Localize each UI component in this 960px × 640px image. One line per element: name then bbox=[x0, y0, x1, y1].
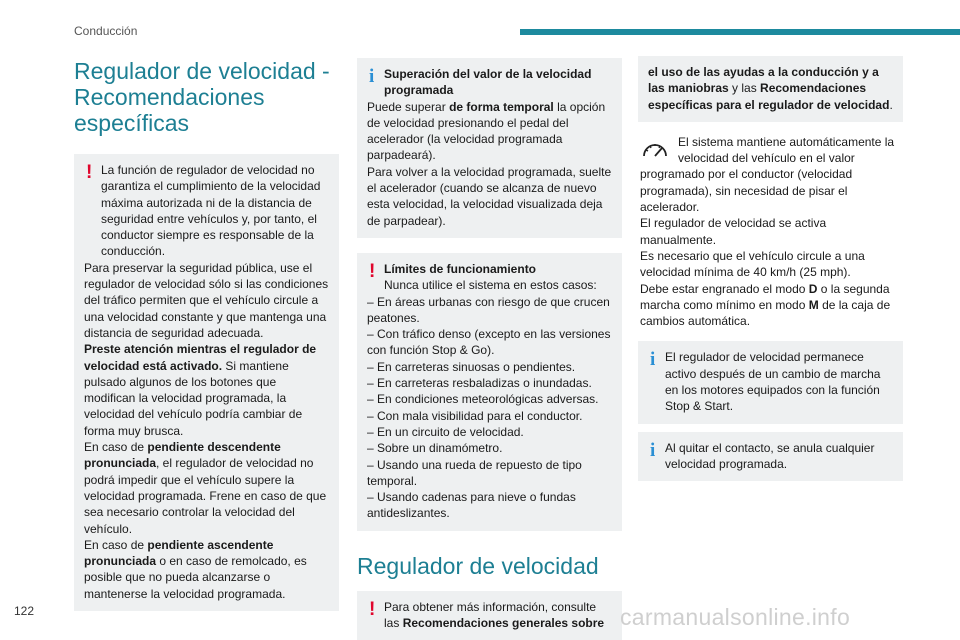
body-paragraph-1: El sistema mantiene automáticamente la velocidad del vehículo en el valor programado por el conductor (velocidad programada), sin necesidad de pisar el acelerador. bbox=[640, 134, 895, 215]
bold-ascending: pendiente ascendente pronunciada bbox=[84, 537, 274, 569]
text-rest: , el regulador de velocidad no podrá impedir que el vehículo supere la velocidad programada. Frene en caso de que sea necesario controlar la velocidad del vehículo. bbox=[84, 456, 327, 536]
limit-item: – En condiciones meteorológicas adversas. bbox=[367, 392, 599, 407]
text-mid: y las bbox=[728, 81, 761, 96]
watermark: carmanualsonline.info bbox=[620, 604, 851, 630]
body-paragraph-2: El regulador de velocidad se activa manualmente. bbox=[640, 216, 827, 247]
exclamation-icon: ! bbox=[369, 260, 376, 282]
header-accent-bar bbox=[520, 29, 960, 35]
text-c: de la caja de cambios automática. bbox=[640, 297, 891, 329]
info-icon: i bbox=[369, 66, 375, 87]
bold-mode-d: D bbox=[808, 281, 818, 296]
bold-driving-aids: el uso de las ayudas a la conducción y a las maniobras bbox=[648, 65, 879, 96]
text-pre: Puede superar bbox=[367, 99, 450, 114]
info-ignition-text: Al quitar el contacto, se anula cualquier velocidad programada. bbox=[665, 440, 875, 471]
text-pre: En caso de bbox=[84, 537, 148, 552]
info-paragraph-1 bbox=[367, 99, 612, 164]
limit-item: – Con tráfico denso (excepto en las versiones con función Stop & Go). bbox=[367, 327, 611, 358]
column-3 bbox=[638, 54, 903, 481]
warning-box-specific bbox=[74, 154, 339, 611]
regulator-description bbox=[638, 134, 903, 330]
exclamation-icon: ! bbox=[86, 162, 93, 183]
limits-intro: Nunca utilice el sistema en estos casos: bbox=[384, 278, 597, 293]
info-box-ignition bbox=[638, 432, 903, 482]
limit-item: – Sobre un dinamómetro. bbox=[367, 441, 503, 456]
text-rest: o en caso de remolcado, es posible que no pueda alcanzarse o mantenerse la velocidad programada. bbox=[84, 554, 307, 601]
text-pre: En caso de bbox=[84, 440, 148, 455]
bold-attention: Preste atención mientras el regulador de velocidad está activado. bbox=[84, 342, 317, 373]
info-box-stopstart bbox=[638, 341, 903, 423]
info-stopstart-text: El regulador de velocidad permanece activo después de un cambio de marcha en los motores equipados con la función Stop & Start. bbox=[665, 350, 881, 414]
warning-paragraph-3 bbox=[84, 341, 329, 439]
bold-specific-recs: Recomendaciones específicas para el regulador de velocidad bbox=[648, 81, 890, 112]
limits-title bbox=[367, 261, 612, 277]
warning-paragraph-4 bbox=[84, 439, 329, 537]
limit-item: – En un circuito de velocidad. bbox=[367, 424, 524, 439]
column-2 bbox=[357, 54, 622, 640]
running-header: Conducción bbox=[74, 24, 138, 38]
warning-paragraph-2: Para preservar la seguridad pública, use el regulador de velocidad sólo si las condiciones del tráfico permiten que el vehículo circule a una velocidad constante y que mantenga una distancia de seguridad adecuada. bbox=[84, 260, 329, 340]
text-attention-rest: Si mantiene pulsado algunos de los botones que modifican la velocidad programada, la velocidad del vehículo podría cambiar de forma muy brusca. bbox=[84, 358, 303, 438]
limit-item: – Usando cadenas para nieve o fundas antideslizantes. bbox=[367, 490, 576, 521]
warning-box-continued bbox=[638, 56, 903, 122]
text-rest: la opción de velocidad presionando el pedal del acelerador (la velocidad programada parpadeará). bbox=[367, 99, 606, 163]
exclamation-icon: ! bbox=[369, 598, 376, 620]
body-paragraph-3: Es necesario que el vehículo circule a una velocidad mínima de 40 km/h (25 mph). bbox=[640, 248, 865, 280]
body-paragraph-4 bbox=[640, 281, 903, 330]
section-title-regulator: Regulador de velocidad bbox=[357, 552, 599, 579]
text-end: . bbox=[889, 97, 893, 112]
text-b: o la segunda marcha como mínimo en modo bbox=[640, 281, 890, 312]
warning-paragraph-1: La función de regulador de velocidad no garantiza el cumplimiento de la velocidad máxima autorizada ni de la distancia de seguridad entre vehículos y, por tanto, el conductor siempre es responsable de la conducción. bbox=[101, 163, 321, 259]
info-icon: i bbox=[650, 349, 656, 371]
column-1 bbox=[74, 54, 339, 611]
warning-box-limits bbox=[357, 253, 622, 531]
bold-temporary: de forma temporal bbox=[449, 99, 554, 114]
limit-item: – Con mala visibilidad para el conductor. bbox=[367, 408, 583, 423]
warning-reference bbox=[367, 599, 612, 632]
info-icon: i bbox=[650, 439, 656, 461]
info-title-text: Superación del valor de la velocidad programada bbox=[384, 67, 592, 98]
info-box-exceed bbox=[357, 58, 622, 238]
text-a: Debe estar engranado el modo bbox=[640, 281, 809, 296]
section-title-specific: Regulador de velocidad - Recomendaciones específicas bbox=[74, 58, 330, 136]
info-paragraph-2: Para volver a la velocidad programada, suelte el acelerador (cuando se alcanza de nuevo esta velocidad, la velocidad visualizada deja de parpadear). bbox=[367, 164, 612, 228]
text-pre: Para obtener más información, consulte las bbox=[384, 599, 597, 631]
limit-item: – Usando una rueda de repuesto de tipo temporal. bbox=[367, 457, 582, 488]
warning-paragraph-5 bbox=[84, 537, 329, 602]
limit-item: – En carreteras resbaladizas o inundadas. bbox=[367, 376, 592, 391]
warning-box-info bbox=[357, 591, 622, 640]
speedometer-icon bbox=[640, 136, 670, 164]
bold-reference: Recomendaciones generales sobre bbox=[402, 616, 605, 631]
limit-item: – En áreas urbanas con riesgo de que crucen peatones. bbox=[367, 294, 610, 325]
continued-reference bbox=[648, 64, 893, 113]
limits-title-text: Límites de funcionamiento bbox=[384, 261, 537, 276]
bold-mode-m: M bbox=[808, 297, 819, 312]
page-number: 122 bbox=[14, 604, 35, 618]
info-title bbox=[367, 66, 612, 99]
bold-descending: pendiente descendente pronunciada bbox=[84, 440, 281, 471]
limit-item: – En carreteras sinuosas o pendientes. bbox=[367, 359, 576, 374]
